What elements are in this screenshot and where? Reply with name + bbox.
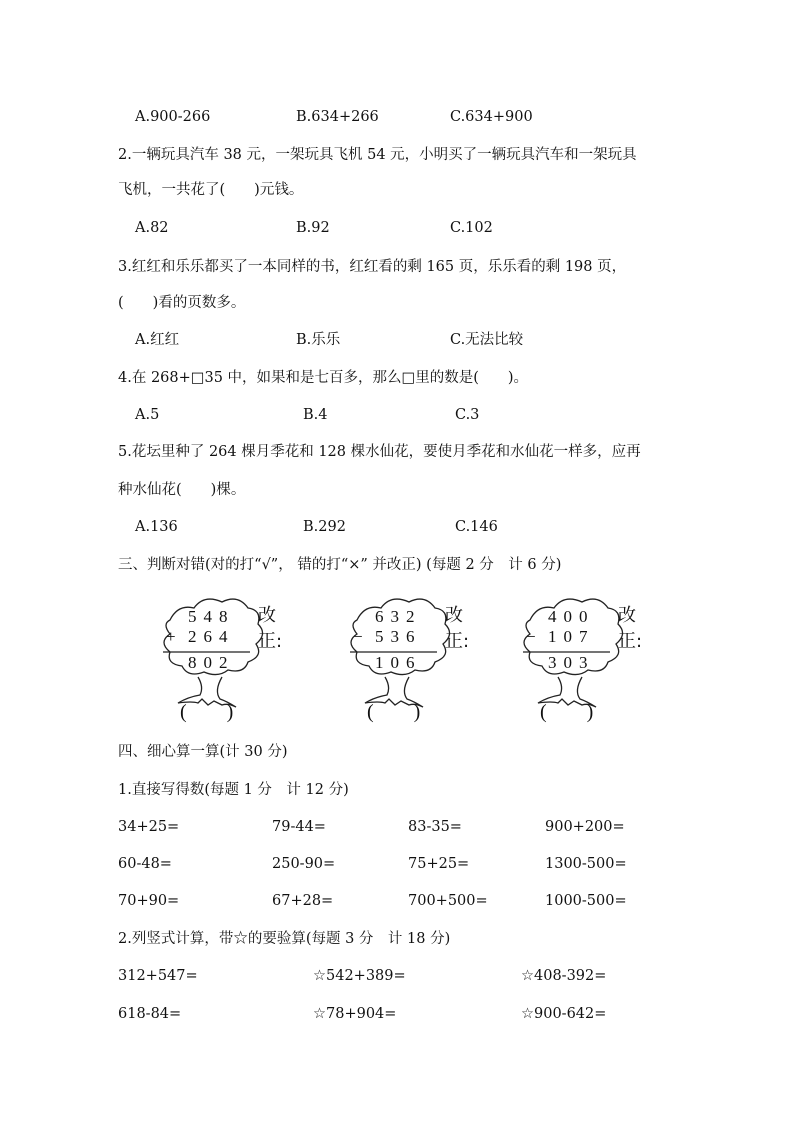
q3-text-2: ( )看的页数多。 xyxy=(118,295,246,311)
answer-parentheses[interactable]: ( ) xyxy=(540,701,594,723)
q1-option-b: B.634+266 xyxy=(296,109,379,125)
section-3-heading: 三、判断对错(对的打“√”， 错的打“×” 并改正) (每题 2 分 计 6 分) xyxy=(118,557,562,573)
tree-problem xyxy=(150,595,300,723)
q2-text: 2.一辆玩具汽车 38 元，一架玩具飞机 54 元，小明买了一辆玩具汽车和一架玩具 xyxy=(118,147,637,163)
q1-option-a: A.900-266 xyxy=(135,109,211,125)
q5-text-2: 种水仙花( )棵。 xyxy=(118,482,246,498)
q3-option-b: B.乐乐 xyxy=(296,332,341,348)
result: 802 xyxy=(188,653,235,672)
answer-parentheses[interactable]: ( ) xyxy=(367,701,421,723)
oral-calc-item: 67+28= xyxy=(272,893,334,909)
q4-option-a: A.5 xyxy=(135,407,160,423)
oral-calc-item: 900+200= xyxy=(545,819,625,835)
q2-option-b: B.92 xyxy=(296,220,330,236)
addend-bottom: 264 xyxy=(188,627,235,646)
correction-label: 改正: xyxy=(445,605,470,652)
sub1-heading: 1.直接写得数(每题 1 分 计 12 分) xyxy=(118,782,349,798)
q3-option-c: C.无法比较 xyxy=(450,332,524,348)
oral-calc-item: 250-90= xyxy=(272,856,336,872)
section-4-heading: 四、细心算一算(计 30 分) xyxy=(118,744,288,760)
answer-parentheses[interactable]: ( ) xyxy=(180,701,234,723)
addend-bottom: 536 xyxy=(375,627,422,646)
q1-option-c: C.634+900 xyxy=(450,109,533,125)
q3-text: 3.红红和乐乐都买了一本同样的书，红红看的剩 165 页，乐乐看的剩 198 页， xyxy=(118,259,627,275)
addend-top: 548 xyxy=(188,607,235,626)
oral-calc-item: 1300-500= xyxy=(545,856,627,872)
operator: + xyxy=(166,627,183,646)
oral-calc-item: 83-35= xyxy=(408,819,462,835)
q3-option-a: A.红红 xyxy=(135,332,180,348)
addend-top: 632 xyxy=(375,607,422,626)
tree-problem xyxy=(510,595,660,723)
result: 303 xyxy=(548,653,595,672)
q2-option-c: C.102 xyxy=(450,220,493,236)
vertical-calc-item: ☆542+389= xyxy=(313,968,406,984)
oral-calc-item: 1000-500= xyxy=(545,893,627,909)
sub2-heading: 2.列竖式计算，带☆的要验算(每题 3 分 计 18 分) xyxy=(118,931,451,947)
oral-calc-item: 34+25= xyxy=(118,819,180,835)
result: 106 xyxy=(375,653,422,672)
oral-calc-item: 60-48= xyxy=(118,856,172,872)
operator: − xyxy=(353,627,370,646)
vertical-calc-item: 618-84= xyxy=(118,1006,182,1022)
q4-option-c: C.3 xyxy=(455,407,480,423)
q5-text: 5.花坛里种了 264 棵月季花和 128 棵水仙花，要使月季花和水仙花一样多，应再 xyxy=(118,444,641,460)
oral-calc-item: 70+90= xyxy=(118,893,180,909)
oral-calc-item: 75+25= xyxy=(408,856,470,872)
oral-calc-item: 79-44= xyxy=(272,819,326,835)
addend-bottom: 107 xyxy=(548,627,595,646)
q4-text: 4.在 268+□35 中，如果和是七百多，那么□里的数是( )。 xyxy=(118,370,529,386)
tree-problem xyxy=(337,595,487,723)
correction-label: 改正: xyxy=(618,605,643,652)
q5-option-c: C.146 xyxy=(455,519,498,535)
vertical-calc-item: ☆900-642= xyxy=(521,1006,607,1022)
vertical-calc-item: 312+547= xyxy=(118,968,198,984)
oral-calc-item: 700+500= xyxy=(408,893,488,909)
q4-option-b: B.4 xyxy=(303,407,328,423)
addend-top: 400 xyxy=(548,607,595,626)
vertical-calc-item: ☆408-392= xyxy=(521,968,607,984)
operator: − xyxy=(526,627,543,646)
q2-option-a: A.82 xyxy=(135,220,169,236)
correction-label: 改正: xyxy=(258,605,283,652)
vertical-calc-item: ☆78+904= xyxy=(313,1006,397,1022)
q2-text-2: 飞机，一共花了( )元钱。 xyxy=(118,182,304,198)
q5-option-b: B.292 xyxy=(303,519,346,535)
q5-option-a: A.136 xyxy=(135,519,178,535)
